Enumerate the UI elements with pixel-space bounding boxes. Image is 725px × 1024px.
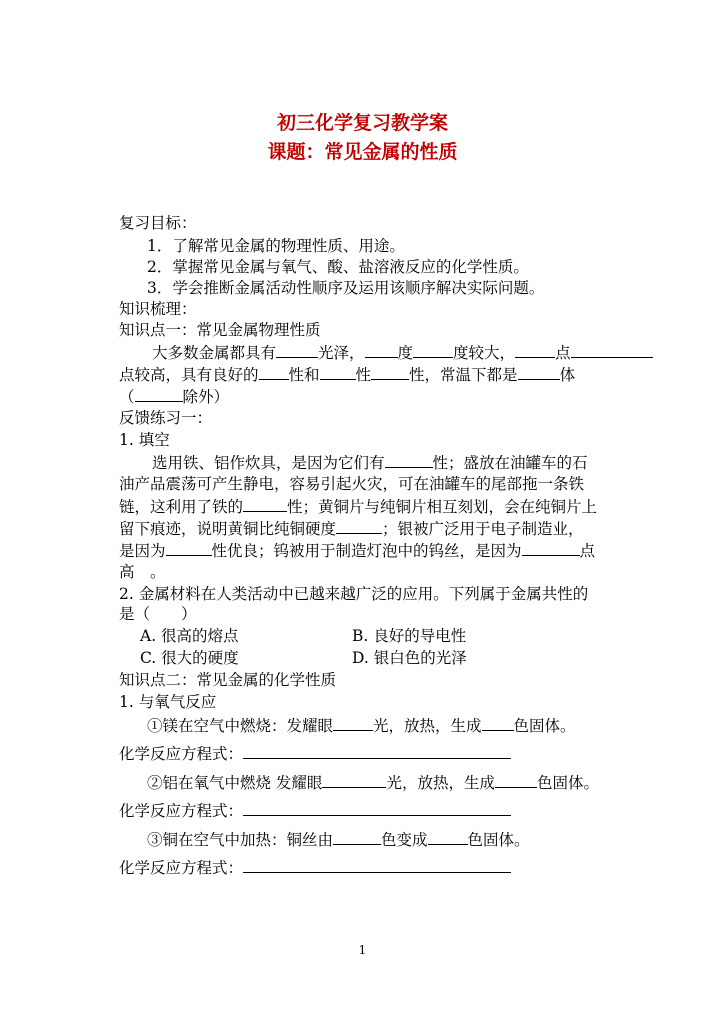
text: 度 bbox=[397, 344, 414, 362]
text: 点 bbox=[555, 344, 571, 362]
q1-line4 bbox=[119, 518, 584, 539]
equation-label: 化学反应方程式： bbox=[119, 802, 244, 820]
blank[interactable] bbox=[365, 342, 398, 358]
document-title: 初三化学复习教学案 bbox=[276, 112, 448, 134]
text: 色固体。 bbox=[467, 831, 530, 849]
q1-line2: 油产品震荡可产生静电，容易引起火灾，可在油罐车的尾部拖一条铁 bbox=[119, 475, 585, 493]
reaction-3 bbox=[147, 829, 530, 850]
text: 色固体。 bbox=[536, 774, 599, 792]
text: 色变成 bbox=[381, 831, 428, 849]
equation-blank[interactable] bbox=[243, 857, 511, 873]
point1-line2 bbox=[119, 364, 575, 385]
blank[interactable] bbox=[259, 364, 289, 380]
equation-label: 化学反应方程式： bbox=[119, 745, 244, 763]
text: ③铜在空气中加热：铜丝由 bbox=[147, 831, 334, 849]
blank[interactable] bbox=[413, 342, 453, 358]
feedback1-heading: 反馈练习一： bbox=[119, 409, 213, 427]
blank[interactable] bbox=[495, 772, 537, 788]
equation-line-2 bbox=[119, 800, 511, 821]
text: 光，放热，生成 bbox=[373, 717, 482, 735]
blank[interactable] bbox=[276, 342, 318, 358]
blank[interactable] bbox=[336, 518, 382, 534]
oxygen-heading: 1. 与氧气反应 bbox=[119, 693, 217, 711]
point1-heading: 知识点一：常见金属物理性质 bbox=[119, 321, 321, 339]
text: 性；盛放在油罐车的石 bbox=[432, 454, 588, 472]
reaction-2 bbox=[147, 772, 599, 793]
q2-option-d[interactable]: D. 银白色的光泽 bbox=[352, 649, 467, 667]
text: ①镁在空气中燃烧：发耀眼 bbox=[147, 717, 334, 735]
page-number: 1 bbox=[358, 943, 367, 957]
text: （ bbox=[119, 388, 135, 406]
equation-blank[interactable] bbox=[243, 800, 511, 816]
goal-item-3: 3．学会推断金属活动性顺序及运用该顺序解决实际问题。 bbox=[147, 279, 545, 297]
text: 度较大， bbox=[453, 344, 516, 362]
point1-line1 bbox=[152, 342, 653, 363]
text: 光泽， bbox=[318, 344, 365, 362]
text: 体 bbox=[559, 366, 576, 384]
q1-line1 bbox=[152, 452, 588, 473]
text: 留下痕迹，说明黄铜比纯铜硬度 bbox=[119, 520, 337, 538]
text: 大多数金属都具有 bbox=[152, 344, 277, 362]
point2-heading: 知识点二：常见金属的化学性质 bbox=[119, 671, 337, 689]
blank[interactable] bbox=[166, 540, 212, 556]
blank[interactable] bbox=[333, 829, 381, 845]
q2-option-b[interactable]: B. 良好的导电性 bbox=[352, 627, 467, 645]
goals-heading: 复习目标： bbox=[119, 214, 197, 232]
q1-line3 bbox=[119, 496, 597, 517]
blank[interactable] bbox=[522, 540, 580, 556]
goal-item-1: 1．了解常见金属的物理性质、用途。 bbox=[147, 237, 405, 255]
equation-line-3 bbox=[119, 857, 511, 878]
goal-item-2: 2．掌握常见金属与氧气、酸、盐溶液反应的化学性质。 bbox=[147, 258, 529, 276]
q1-line6: 高 。 bbox=[119, 563, 166, 581]
blank[interactable] bbox=[515, 342, 555, 358]
text: 性 bbox=[355, 366, 372, 384]
text: 性，常温下都是 bbox=[409, 366, 518, 384]
blank[interactable] bbox=[333, 715, 373, 731]
blank[interactable] bbox=[571, 342, 653, 358]
equation-label: 化学反应方程式： bbox=[119, 859, 244, 877]
text: 光，放热，生成 bbox=[386, 774, 495, 792]
text: 点较高，具有良好的 bbox=[119, 366, 259, 384]
blank[interactable] bbox=[482, 715, 514, 731]
text: 性优良；钨被用于制造灯泡中的钨丝，是因为 bbox=[211, 542, 522, 560]
q2-option-a[interactable]: A. 很高的熔点 bbox=[140, 627, 239, 645]
text: 是因为 bbox=[119, 542, 166, 560]
text: 除外） bbox=[182, 388, 230, 406]
blank[interactable] bbox=[320, 364, 356, 380]
blank[interactable] bbox=[243, 496, 287, 512]
q2-stem-line1: 2. 金属材料在人类活动中已越来越广泛的应用。下列属于金属共性的 bbox=[119, 585, 589, 603]
blank[interactable] bbox=[518, 364, 560, 380]
text: ②铝在氧气中燃烧 发耀眼 bbox=[147, 774, 323, 792]
lesson-subtitle: 课题：常见金属的性质 bbox=[267, 141, 458, 163]
q1-heading: 1. 填空 bbox=[119, 431, 170, 449]
q2-stem-line2: 是（ ） bbox=[119, 605, 197, 623]
text: ；银被广泛用于电子制造业， bbox=[382, 520, 584, 538]
reaction-1 bbox=[147, 715, 576, 736]
text: 性和 bbox=[288, 366, 320, 384]
blank[interactable] bbox=[135, 386, 183, 402]
blank[interactable] bbox=[371, 364, 409, 380]
text: 性；黄铜片与纯铜片相互刻划，会在纯铜片上 bbox=[287, 498, 598, 516]
text: 色固体。 bbox=[513, 717, 576, 735]
blank[interactable] bbox=[322, 772, 386, 788]
blank[interactable] bbox=[428, 829, 468, 845]
text: 选用铁、铝作炊具，是因为它们有 bbox=[152, 454, 385, 472]
equation-line-1 bbox=[119, 743, 511, 764]
blank[interactable] bbox=[385, 452, 433, 468]
knowledge-heading: 知识梳理： bbox=[119, 300, 197, 318]
q1-line5 bbox=[119, 540, 595, 561]
equation-blank[interactable] bbox=[243, 743, 511, 759]
text: 链，这利用了铁的 bbox=[119, 498, 244, 516]
text: 点 bbox=[579, 542, 596, 560]
point1-line3 bbox=[119, 386, 229, 407]
q2-option-c[interactable]: C. 很大的硬度 bbox=[140, 649, 239, 667]
